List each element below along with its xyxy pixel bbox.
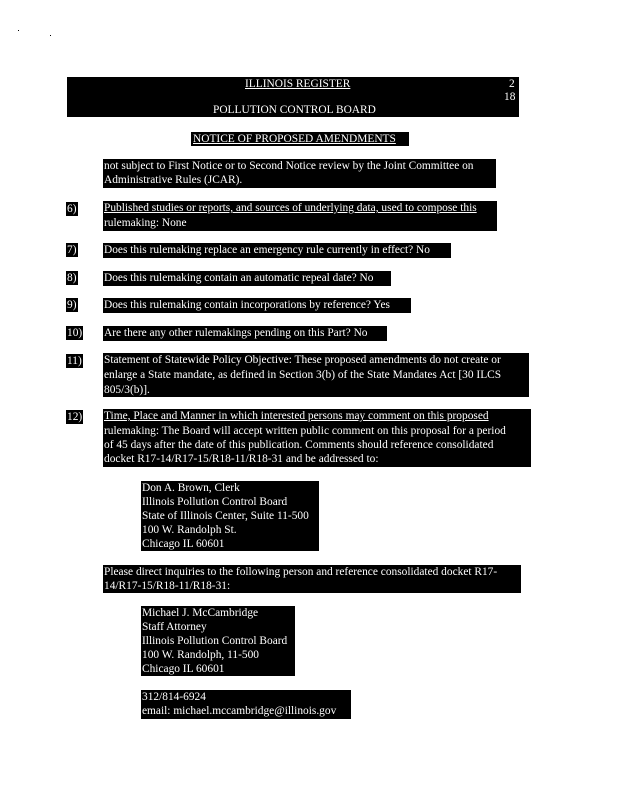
speck <box>18 30 19 31</box>
item-number: 9) <box>67 299 77 311</box>
email-address: email: michael.mccambridge@illinois.gov <box>142 705 337 717</box>
item-number: 10) <box>67 327 83 339</box>
item-6: Published studies or reports, and sources of underlying data, used to compose this rulemaking: None <box>103 201 497 231</box>
contact-info <box>141 690 351 719</box>
item-number: 8) <box>67 272 77 284</box>
notice-heading: NOTICE OF PROPOSED AMENDMENTS <box>191 132 409 146</box>
register-header <box>67 77 519 117</box>
intro-paragraph: not subject to First Notice or to Second Notice review by the Joint Committee on Administrative Rules (JCAR). <box>103 159 496 188</box>
item-8: Does this rulemaking contain an automatic repeal date? No <box>103 271 391 286</box>
phone-number: 312/814-6924 <box>142 691 206 703</box>
item-number: 11) <box>67 355 82 367</box>
item-9: Does this rulemaking contain incorporations by reference? Yes <box>103 298 411 313</box>
item-12: Time, Place and Manner in which interested persons may comment on this proposed rulemaking: The Board will accept written public comment on this proposal for a period of 45 days after the date of this publication. Comments should reference consolidated docket R17-14/R17-15/R18-11/R18-31 and be addressed to: <box>103 409 531 467</box>
page-number-2: 18 <box>504 91 516 103</box>
item-7: Does this rulemaking replace an emergency rule currently in effect? No <box>103 243 451 258</box>
board-name: POLLUTION CONTROL BOARD <box>213 104 376 116</box>
inquiry-paragraph: Please direct inquiries to the following person and reference consolidated docket R17- 14/R17-15/R18-11/R18-31: <box>103 565 521 593</box>
item-number: 7) <box>67 244 77 256</box>
item-number: 12) <box>67 411 83 423</box>
register-title: ILLINOIS REGISTER <box>245 78 351 90</box>
page-number: 2 <box>509 78 515 90</box>
item-11: Statement of Statewide Policy Objective: These proposed amendments do not create or enlarge a State mandate, as defined in Section 3(b) of the State Mandates Act [30 ILCS 805/3(b)]. <box>103 353 529 397</box>
speck <box>50 35 51 36</box>
item-number: 6) <box>67 203 77 215</box>
attorney-address: Michael J. McCambridge Staff Attorney Illinois Pollution Control Board 100 W. Randolph, 11-500 Chicago IL 60601 <box>141 606 295 676</box>
item-10: Are there any other rulemakings pending on this Part? No <box>103 326 387 341</box>
clerk-address: Don A. Brown, Clerk Illinois Pollution Control Board State of Illinois Center, Suite 11-500 100 W. Randolph St. Chicago IL 60601 <box>141 481 319 551</box>
